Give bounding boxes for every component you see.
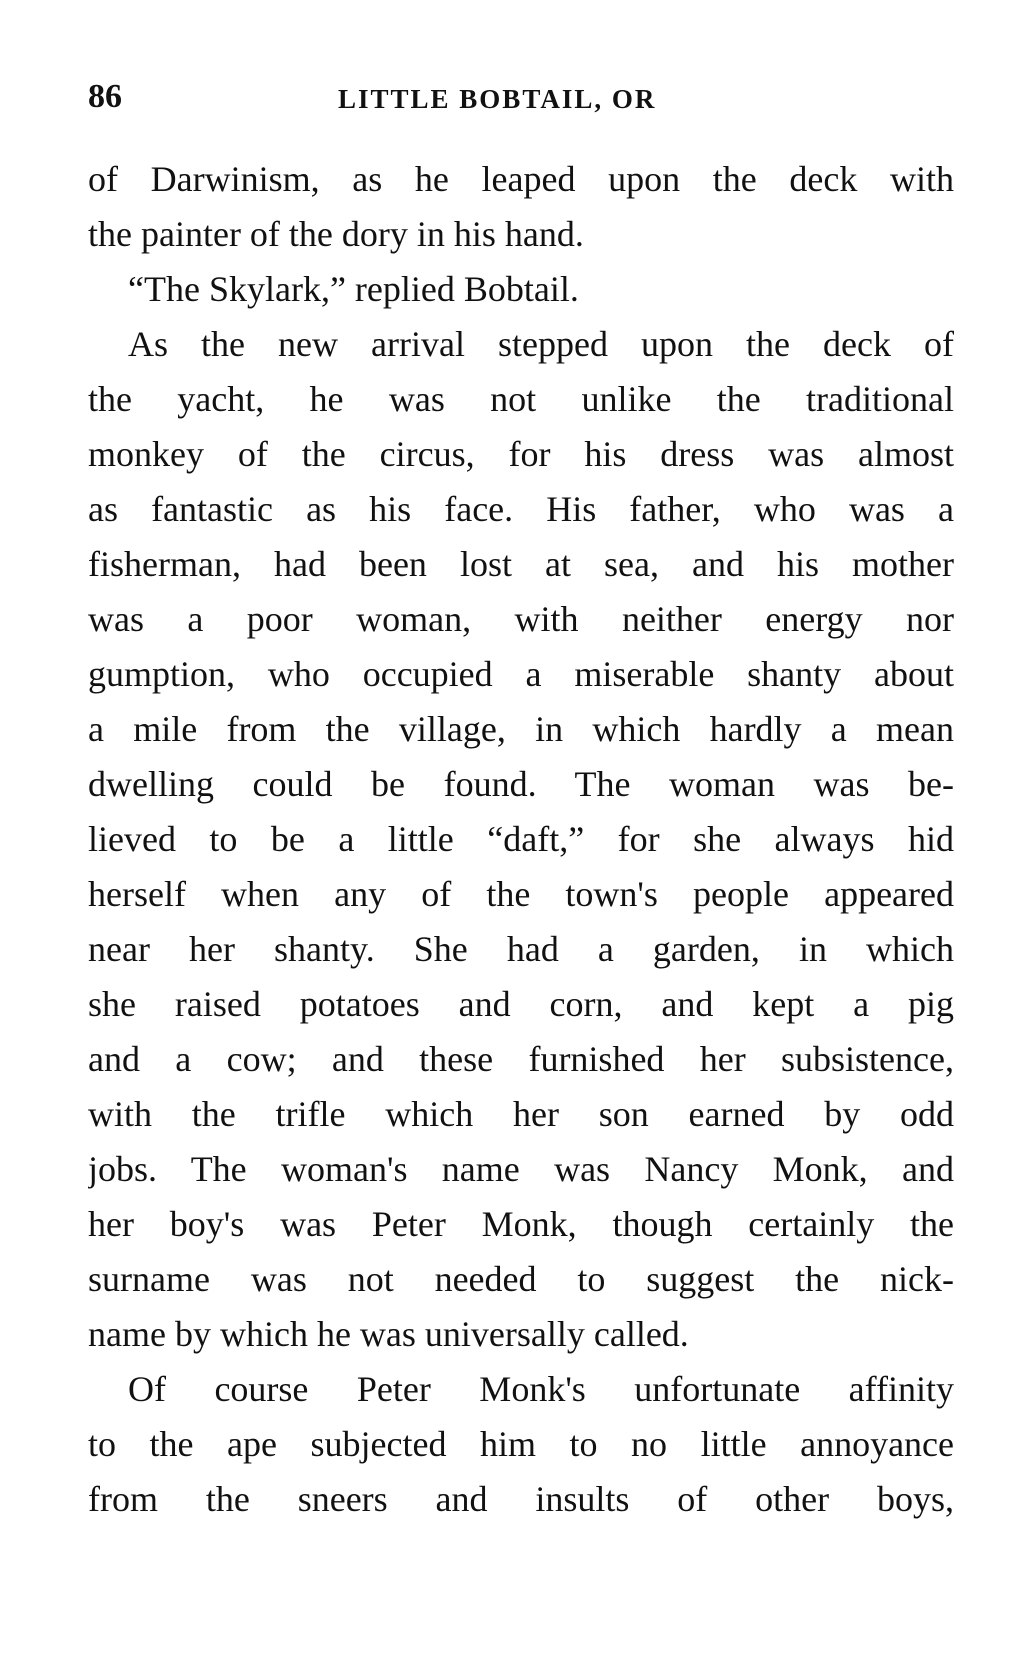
text-line: name by which he was universally called. <box>88 1314 689 1354</box>
text-line: the painter of the dory in his hand. <box>88 214 584 254</box>
text-line: fisherman, had been lost at sea, and his mother <box>88 544 954 584</box>
text-line: herself when any of the town's people appeared <box>88 874 954 914</box>
page-header <box>88 78 954 118</box>
text-line: of Darwinism, as he leaped upon the deck with <box>88 159 954 199</box>
text-line: near her shanty. She had a garden, in which <box>88 929 954 969</box>
text-line: “The Skylark,” replied Bobtail. <box>128 269 579 309</box>
text-line: her boy's was Peter Monk, though certainly the <box>88 1204 954 1244</box>
text-line: and a cow; and these furnished her subsistence, <box>88 1039 954 1079</box>
text-line: dwelling could be found. The woman was be- <box>88 764 954 804</box>
text-line: she raised potatoes and corn, and kept a pig <box>88 984 954 1024</box>
text-line: from the sneers and insults of other boys, <box>88 1479 954 1519</box>
text-line: monkey of the circus, for his dress was almost <box>88 434 954 474</box>
text-line: jobs. The woman's name was Nancy Monk, and <box>88 1149 954 1189</box>
text-line: Of course Peter Monk's unfortunate affinity <box>128 1369 954 1409</box>
text-line: As the new arrival stepped upon the deck of <box>128 324 954 364</box>
running-head: LITTLE BOBTAIL, OR <box>338 84 657 114</box>
text-line: the yacht, he was not unlike the traditional <box>88 379 954 419</box>
text-line: as fantastic as his face. His father, who was a <box>88 489 954 529</box>
page-number: 86 <box>88 78 122 115</box>
text-line: surname was not needed to suggest the nick- <box>88 1259 954 1299</box>
text-line: a mile from the village, in which hardly a mean <box>88 709 954 749</box>
text-line: was a poor woman, with neither energy nor <box>88 599 954 639</box>
text-line: to the ape subjected him to no little annoyance <box>88 1424 954 1464</box>
text-line: lieved to be a little “daft,” for she always hid <box>88 819 954 859</box>
text-line: gumption, who occupied a miserable shanty about <box>88 654 954 694</box>
text-line: with the trifle which her son earned by odd <box>88 1094 954 1134</box>
body-text <box>88 152 954 1527</box>
